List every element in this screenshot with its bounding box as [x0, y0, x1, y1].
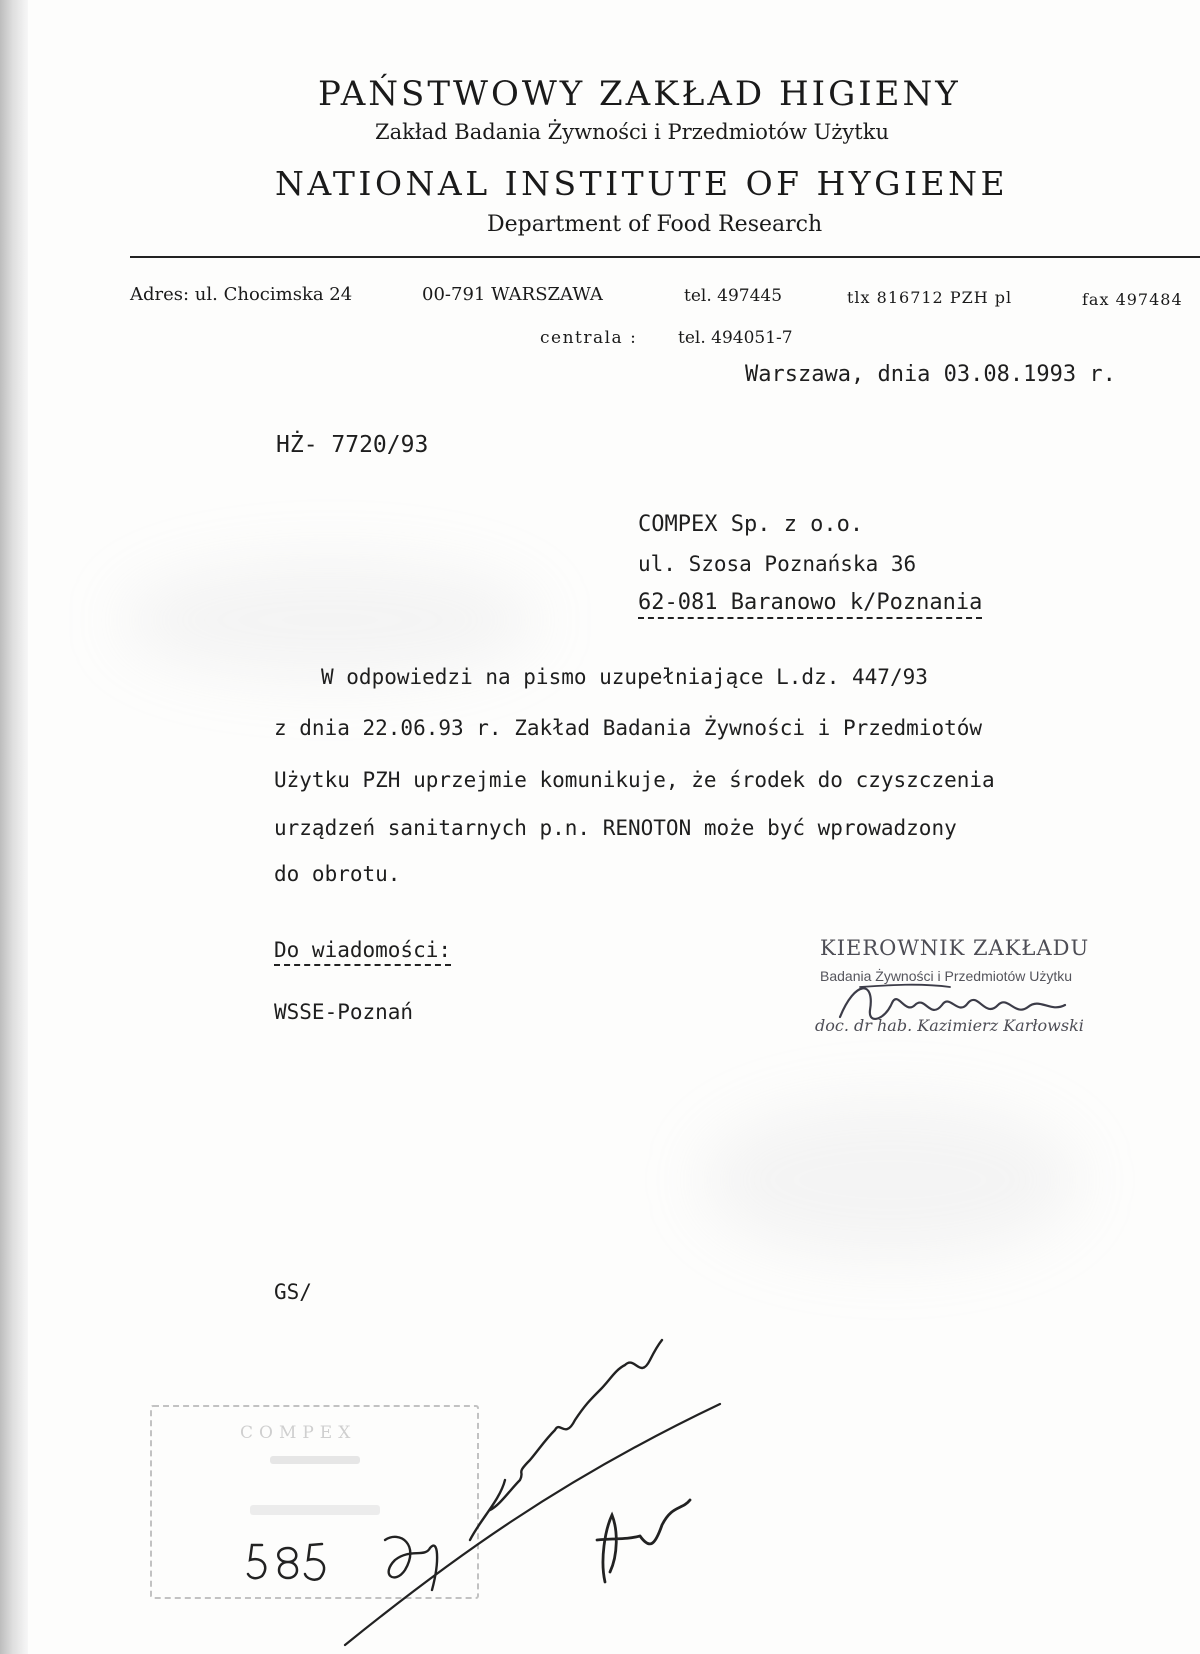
signature-stamp-title: KIEROWNIK ZAKŁADU: [820, 936, 1090, 960]
signature-stamp-subtitle: Badania Żywności i Przedmiotów Użytku: [820, 968, 1073, 984]
centrala-tel: tel. 494051-7: [678, 328, 793, 348]
address-tel: tel. 497445: [684, 286, 783, 306]
place-date: Warszawa, dnia 03.08.1993 r.: [745, 362, 1116, 387]
body-line-3: Użytku PZH uprzejmie komunikuje, że środek do czyszczenia: [274, 768, 995, 792]
institute-name-pl: PAŃSTWOWY ZAKŁAD HIGIENY: [318, 74, 961, 114]
address-telex: tlx 816712 PZH pl: [847, 288, 1013, 307]
address-fax: fax 497484: [1082, 290, 1183, 309]
cc-label-text: Do wiadomości:: [274, 938, 451, 966]
handwritten-initials: [597, 1500, 690, 1582]
body-line-1: W odpowiedzi na pismo uzupełniające L.dz. 447/93: [321, 665, 928, 689]
handwritten-text: [470, 1340, 662, 1540]
centrala-label: centrala :: [540, 328, 638, 348]
address-street: Adres: ul. Chocimska 24: [130, 284, 353, 305]
handwritten-number: [278, 1548, 297, 1578]
handwritten-text: [385, 1537, 437, 1590]
institute-name-en: NATIONAL INSTITUTE OF HYGIENE: [275, 164, 1009, 203]
department-name-en: Department of Food Research: [487, 212, 823, 237]
signature-stamp-name: doc. dr hab. Kazimierz Karłowski: [815, 1016, 1084, 1035]
typist-initials: GS/: [274, 1280, 312, 1304]
body-line-4: urządzeń sanitarnych p.n. RENOTON może być wprowadzony: [274, 816, 957, 840]
handwritten-number: [248, 1545, 265, 1578]
recipient-company: COMPEX Sp. z o.o.: [638, 512, 864, 537]
recipient-street: ul. Szosa Poznańska 36: [638, 552, 917, 576]
body-line-2: z dnia 22.06.93 r. Zakład Badania Żywności i Przedmiotów: [274, 716, 983, 740]
reference-number: HŻ- 7720/93: [276, 432, 429, 458]
recipient-city-text: 62-081 Baranowo k/Poznania: [638, 590, 982, 619]
address-postal-city: 00-791 WARSZAWA: [422, 284, 603, 305]
body-line-5: do obrotu.: [274, 862, 401, 886]
cc-recipient: WSSE-Poznań: [274, 1000, 414, 1024]
received-stamp-text: COMPEX: [240, 1423, 357, 1443]
department-name-pl: Zakład Badania Żywności i Przedmiotów Użytku: [375, 120, 889, 144]
handwritten-number: [305, 1544, 324, 1580]
